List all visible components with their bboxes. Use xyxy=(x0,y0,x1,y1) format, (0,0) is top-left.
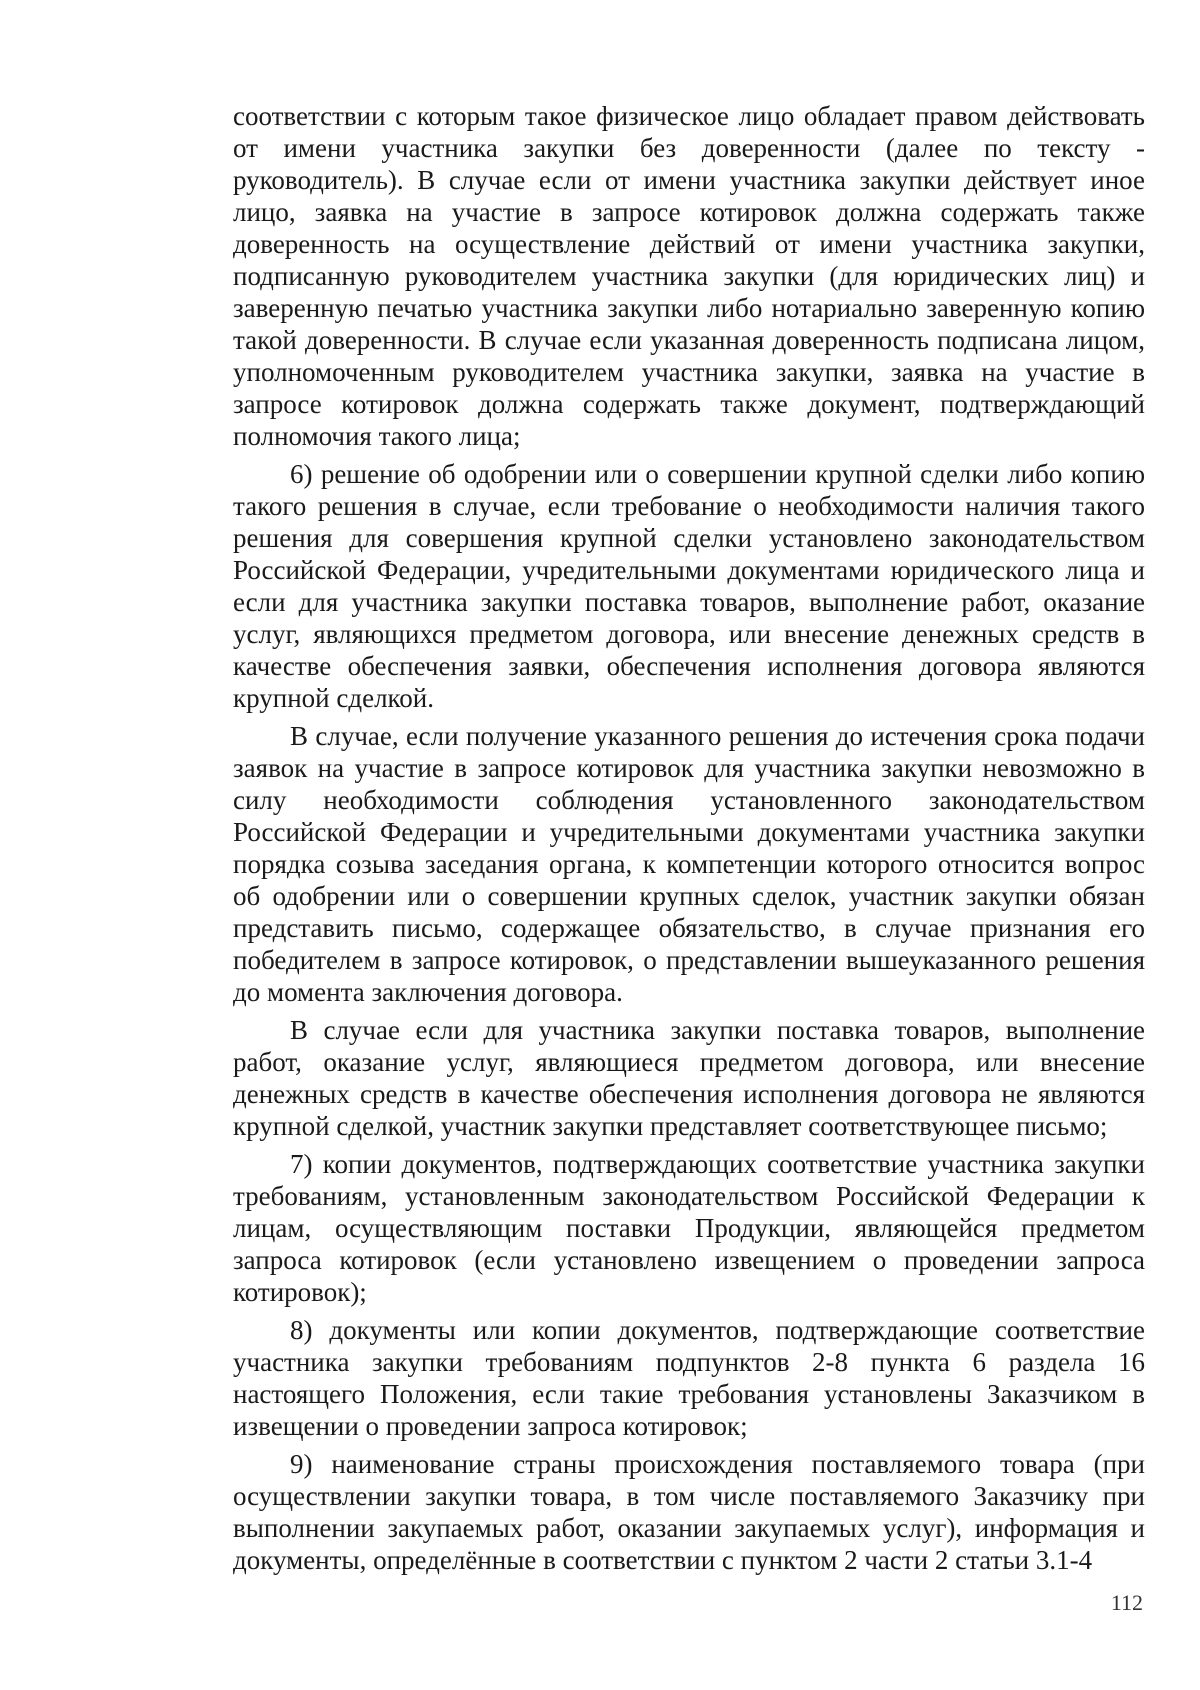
paragraph-1: соответствии с которым такое физическое лицо обладает правом действовать от имени участника закупки без доверенности (далее по тексту - руководитель). В случае если от имени участника закупки действует иное лицо, заявка на участие в запросе котировок должна содержать также доверенность на осуществление действий от имени участника закупки, подписанную руководителем участника закупки (для юридических лиц) и заверенную печатью участника закупки либо нотариально заверенную копию такой доверенности. В случае если указанная доверенность подписана лицом, уполномоченным руководителем участника закупки, заявка на участие в запросе котировок должна содержать также документ, подтверждающий полномочия такого лица; xyxy=(233,101,1145,451)
page-number: 112 xyxy=(1110,1590,1143,1615)
document-body xyxy=(233,100,1145,1582)
paragraph-3: В случае, если получение указанного решения до истечения срока подачи заявок на участие в запросе котировок для участника закупки невозможно в силу необходимости соблюдения установленного законодательством Российской Федерации и учредительными документами участника закупки порядка созыва заседания органа, к компетенции которого относится вопрос об одобрении или о совершении крупных сделок, участник закупки обязан представить письмо, содержащее обязательство, в случае признания его победителем в запросе котировок, о представлении вышеуказанного решения до момента заключения договора. xyxy=(233,721,1145,1007)
paragraph-7: 9) наименование страны происхождения поставляемого товара (при осуществлении закупки товара, в том числе поставляемого Заказчику при выполнении закупаемых работ, оказании закупаемых услуг), информация и документы, определённые в соответствии с пунктом 2 части 2 статьи 3.1-4 xyxy=(233,1449,1145,1575)
paragraph-6: 8) документы или копии документов, подтверждающие соответствие участника закупки требованиям подпунктов 2-8 пункта 6 раздела 16 настоящего Положения, если такие требования установлены Заказчиком в извещении о проведении запроса котировок; xyxy=(233,1315,1145,1441)
paragraph-4: В случае если для участника закупки поставка товаров, выполнение работ, оказание услуг, являющиеся предметом договора, или внесение денежных средств в качестве обеспечения исполнения договора не являются крупной сделкой, участник закупки представляет соответствующее письмо; xyxy=(233,1015,1145,1141)
paragraph-5: 7) копии документов, подтверждающих соответствие участника закупки требованиям, установленным законодательством Российской Федерации к лицам, осуществляющим поставки Продукции, являющейся предметом запроса котировок (если установлено извещением о проведении запроса котировок); xyxy=(233,1149,1145,1307)
paragraph-2: 6) решение об одобрении или о совершении крупной сделки либо копию такого решения в случае, если требование о необходимости наличия такого решения для совершения крупной сделки установлено законодательством Российской Федерации, учредительными документами юридического лица и если для участника закупки поставка товаров, выполнение работ, оказание услуг, являющихся предметом договора, или внесение денежных средств в качестве обеспечения заявки, обеспечения исполнения договора являются крупной сделкой. xyxy=(233,459,1145,713)
